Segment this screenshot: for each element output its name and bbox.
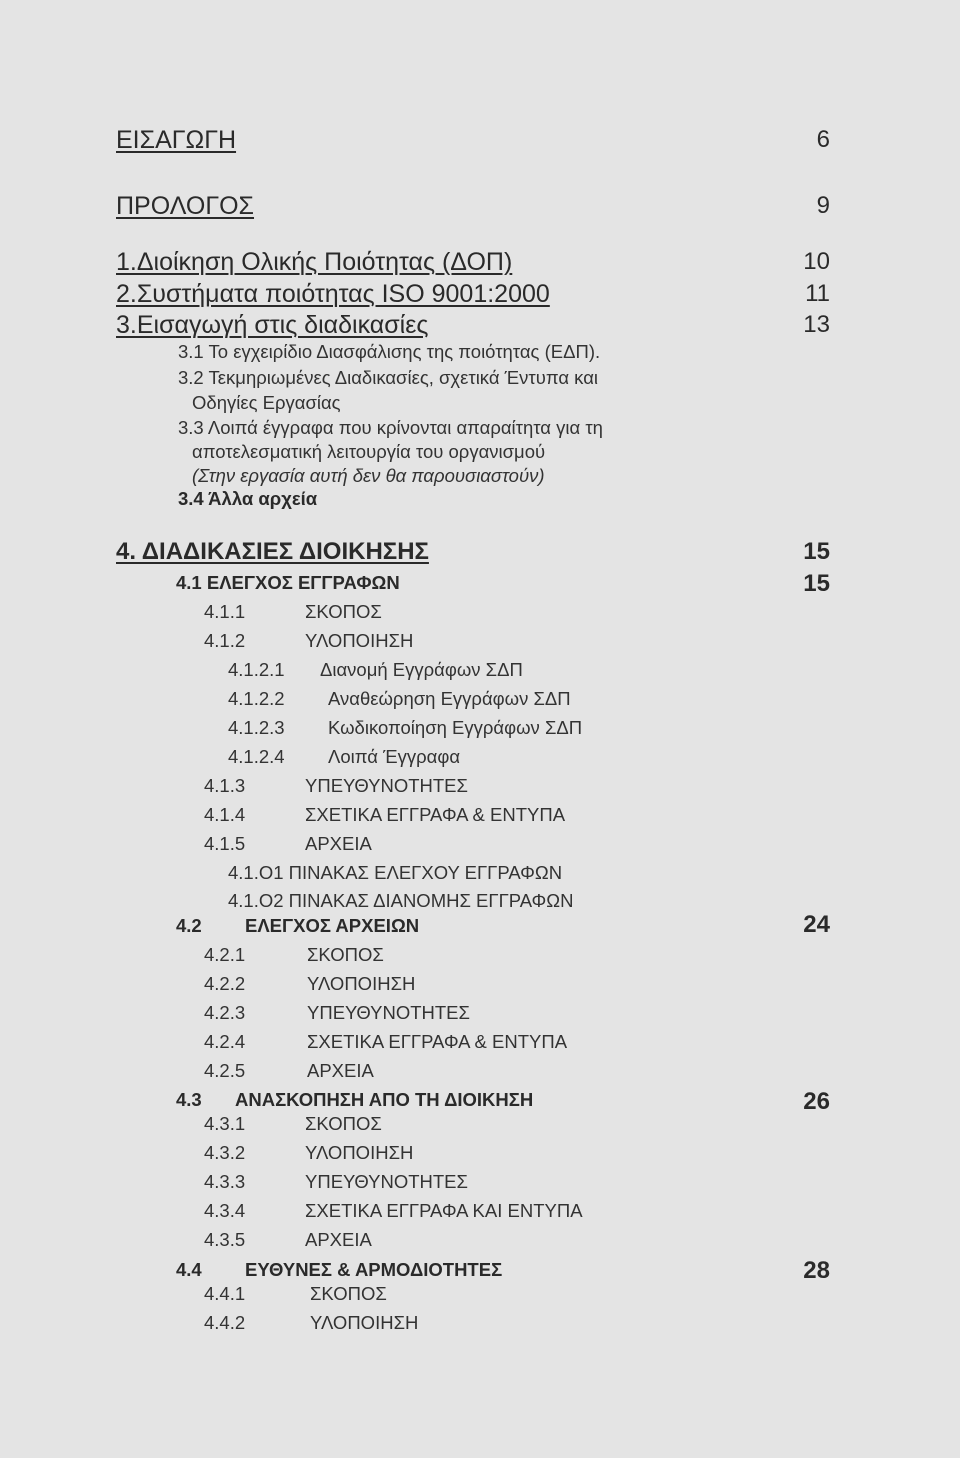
toc-item-num: 4.2.1	[204, 944, 246, 965]
toc-s44-num: 4.4	[176, 1259, 202, 1280]
toc-eisagogi-page: 6	[816, 126, 830, 153]
toc-ch4-label: 4. ΔΙΑΔΙΚΑΣΙΕΣ ΔΙΟΙΚΗΣΗΣ	[116, 538, 429, 565]
toc-item-num: 4.2.5	[204, 1060, 246, 1081]
toc-prologos-label: ΠΡΟΛΟΓΟΣ	[116, 192, 255, 220]
toc-item-label: ΥΛΟΠΟΙΗΣΗ	[305, 1142, 414, 1163]
toc-s44-label: ΕΥΘΥΝΕΣ & ΑΡΜΟΔΙΟΤΗΤΕΣ	[245, 1259, 503, 1280]
toc-item-label: ΣΧΕΤΙΚΑ ΕΓΓΡΑΦΑ & ΕΝΤΥΠΑ	[305, 804, 566, 825]
toc-prologos-page: 9	[816, 192, 830, 219]
toc-item-label: ΑΡΧΕΙΑ	[307, 1060, 374, 1081]
toc-s44-page: 28	[803, 1257, 830, 1284]
toc-item-label: ΥΠΕΥΘΥΝΟΤΗΤΕΣ	[305, 1171, 468, 1192]
toc-s42-page: 24	[803, 911, 830, 938]
toc-item-num: 4.1.2.4	[228, 746, 285, 767]
toc-s42-label: ΕΛΕΓΧΟΣ ΑΡΧΕΙΩΝ	[245, 915, 420, 936]
toc-item-label: ΣΚΟΠΟΣ	[305, 1113, 382, 1134]
toc-s41-label: 4.1 ΕΛΕΓΧΟΣ ΕΓΓΡΑΦΩΝ	[176, 572, 400, 593]
toc-s32-line2: Οδηγίες Εργασίας	[192, 392, 341, 413]
toc-item-num: 4.1.2.3	[228, 717, 285, 738]
toc-s43-label: ΑΝΑΣΚΟΠΗΣΗ ΑΠΟ ΤΗ ΔΙΟΙΚΗΣΗ	[235, 1089, 534, 1110]
toc-item-label: ΣΚΟΠΟΣ	[310, 1283, 387, 1304]
toc-item-label: ΣΧΕΤΙΚΑ ΕΓΓΡΑΦΑ & ΕΝΤΥΠΑ	[307, 1031, 568, 1052]
toc-item-num: 4.2.4	[204, 1031, 246, 1052]
toc-ch4-page: 15	[803, 538, 830, 565]
toc-ch1-label: 1.Διοίκηση Ολικής Ποιότητας (ΔΟΠ)	[116, 248, 513, 276]
toc-item-label: ΑΡΧΕΙΑ	[305, 833, 372, 854]
toc-item-num: 4.3.4	[204, 1200, 246, 1221]
toc-item-label: ΣΚΟΠΟΣ	[307, 944, 384, 965]
toc-item-num: 4.3.5	[204, 1229, 246, 1250]
toc-item-label: ΥΠΕΥΘΥΝΟΤΗΤΕΣ	[305, 775, 468, 796]
toc-item-num: 4.1.2.2	[228, 688, 285, 709]
toc-item-label: Αναθεώρηση Εγγράφων ΣΔΠ	[328, 688, 571, 709]
toc-s33-line1: 3.3 Λοιπά έγγραφα που κρίνονται απαραίτητα για τη	[178, 417, 603, 438]
toc-ch2-page: 11	[805, 280, 830, 307]
toc-item-label: ΥΛΟΠΟΙΗΣΗ	[310, 1312, 419, 1333]
toc-item-num: 4.3.3	[204, 1171, 246, 1192]
toc-item-num: 4.4.2	[204, 1312, 246, 1333]
toc-item-label: ΥΠΕΥΘΥΝΟΤΗΤΕΣ	[307, 1002, 470, 1023]
toc-s42-num: 4.2	[176, 915, 202, 936]
toc-ch2-label: 2.Συστήματα ποιότητας ISO 9001:2000	[116, 280, 550, 308]
toc-item-label: ΥΛΟΠΟΙΗΣΗ	[305, 630, 414, 651]
toc-item-label: Διανομή Εγγράφων ΣΔΠ	[320, 659, 523, 680]
toc-item-num: 4.1.2.1	[228, 659, 285, 680]
toc-item-num: 4.1.5	[204, 833, 246, 854]
toc-item-label: ΣΧΕΤΙΚΑ ΕΓΓΡΑΦΑ ΚΑΙ ΕΝΤΥΠΑ	[305, 1200, 583, 1221]
toc-item-num: 4.3.1	[204, 1113, 246, 1134]
toc-s31: 3.1 Το εγχειρίδιο Διασφάλισης της ποιότητας (ΕΔΠ).	[178, 341, 601, 362]
toc-table-entry: 4.1.Ο1 ΠΙΝΑΚΑΣ ΕΛΕΓΧΟΥ ΕΓΓΡΑΦΩΝ	[228, 862, 563, 883]
toc-item-label: Κωδικοποίηση Εγγράφων ΣΔΠ	[328, 717, 583, 738]
toc-item-num: 4.1.4	[204, 804, 246, 825]
toc-ch3-label: 3.Εισαγωγή στις διαδικασίες	[116, 311, 429, 339]
toc-ch1-page: 10	[803, 248, 830, 275]
toc-item-label: ΥΛΟΠΟΙΗΣΗ	[307, 973, 416, 994]
toc-eisagogi-label: ΕΙΣΑΓΩΓΗ	[116, 126, 237, 154]
toc-s34: 3.4 Άλλα αρχεία	[178, 488, 318, 509]
toc-item-num: 4.2.3	[204, 1002, 246, 1023]
toc-ch3-page: 13	[803, 311, 830, 338]
toc-s33-line2: αποτελεσματική λειτουργία του οργανισμού	[192, 441, 546, 462]
toc-item-label: ΑΡΧΕΙΑ	[305, 1229, 372, 1250]
toc-s41-page: 15	[803, 570, 830, 597]
toc-s33-note: (Στην εργασία αυτή δεν θα παρουσιαστούν)	[192, 465, 545, 486]
toc-table-entry: 4.1.Ο2 ΠΙΝΑΚΑΣ ΔΙΑΝΟΜΗΣ ΕΓΓΡΑΦΩΝ	[228, 890, 574, 911]
toc-s32-line1: 3.2 Τεκμηριωμένες Διαδικασίες, σχετικά Έντυπα και	[178, 367, 599, 388]
toc-item-num: 4.1.2	[204, 630, 246, 651]
toc-item-num: 4.1.3	[204, 775, 246, 796]
toc-item-label: ΣΚΟΠΟΣ	[305, 601, 382, 622]
toc-s43-page: 26	[803, 1088, 830, 1115]
toc-item-label: Λοιπά Έγγραφα	[328, 746, 461, 767]
toc-s43-num: 4.3	[176, 1089, 202, 1110]
toc-item-num: 4.3.2	[204, 1142, 246, 1163]
toc-item-num: 4.1.1	[204, 601, 246, 622]
toc-item-num: 4.2.2	[204, 973, 246, 994]
toc-item-num: 4.4.1	[204, 1283, 246, 1304]
